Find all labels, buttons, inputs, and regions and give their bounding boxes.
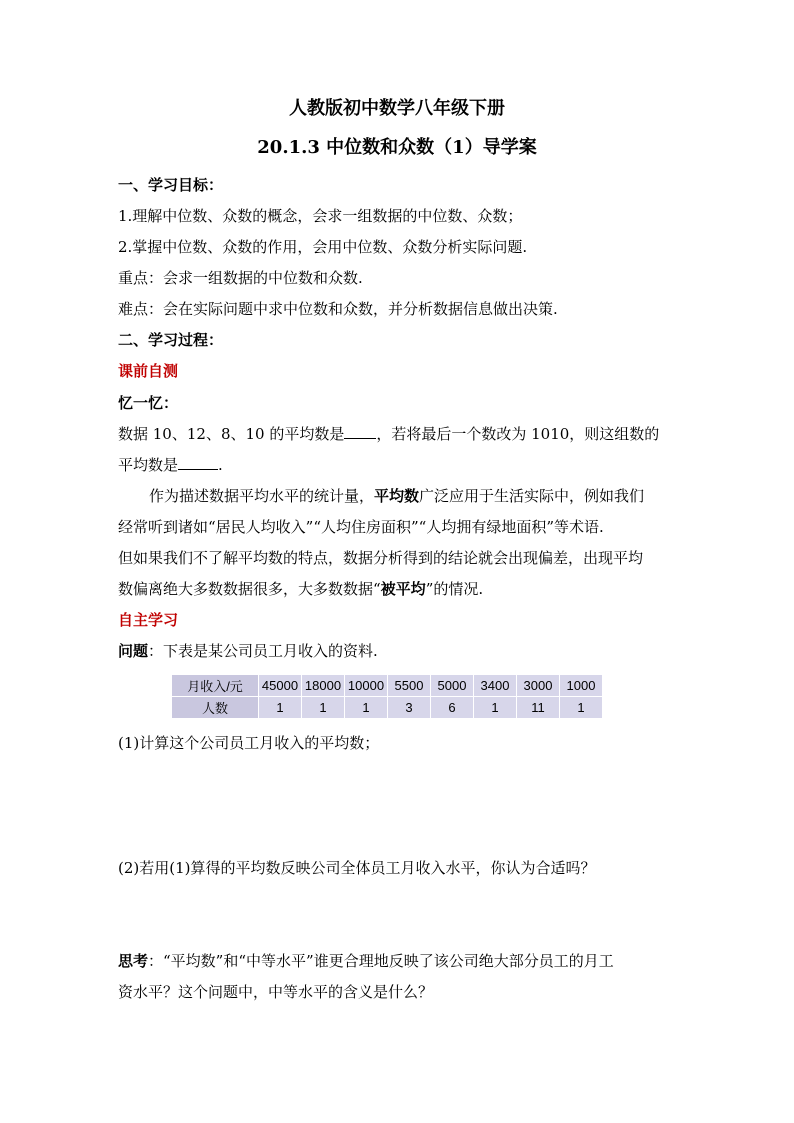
paragraph-line-1: [149, 486, 644, 506]
sub-question-2: (2)若用(1)算得的平均数反映公司全体员工月收入水平，你认为合适吗？: [118, 859, 596, 877]
goal-2: 2.掌握中位数、众数的作用，会用中位数、众数分析实际问题.: [118, 238, 528, 256]
problem-label: 问题: [118, 642, 149, 660]
table-cell: 1: [560, 697, 603, 719]
doc-subtitle: 20.1.3 中位数和众数（1）导学案: [257, 137, 537, 158]
problem-line: [118, 641, 378, 661]
question-text-a: 数据 10、12、8、10 的平均数是: [118, 425, 345, 443]
section-goals-heading: 一、学习目标：: [118, 176, 224, 194]
paragraph-text: ”的情况.: [425, 580, 484, 598]
table-row-count: [172, 697, 603, 719]
paragraph-line-2: 经常听到诸如“居民人均收入”“人均住房面积”“人均拥有绿地面积”等术语.: [118, 518, 604, 536]
table-cell: 1: [259, 697, 302, 719]
table-row-income: [172, 675, 603, 697]
table-cell: 3: [388, 697, 431, 719]
question-text-b: ，若将最后一个数改为 1010，则这组数的: [376, 425, 660, 443]
paragraph-emphasis: 平均数: [374, 487, 420, 505]
paragraph-emphasis: 被平均: [380, 580, 426, 598]
doc-title: 人教版初中数学八年级下册: [289, 98, 505, 119]
pre-test-heading: 课前自测: [118, 362, 179, 380]
sub-question-1: (1)计算这个公司员工月收入的平均数；: [118, 734, 380, 752]
think-label: 思考: [118, 952, 149, 970]
table-cell: 11: [517, 697, 560, 719]
think-line-2: 资水平？这个问题中，中等水平的含义是什么？: [118, 983, 434, 1001]
question-line-2: [118, 455, 223, 475]
table-cell: 1: [474, 697, 517, 719]
table-cell: 45000: [259, 675, 302, 697]
section-process-heading: 二、学习过程：: [118, 331, 224, 349]
table-header-income: 月收入/元: [172, 675, 259, 697]
table-cell: 10000: [345, 675, 388, 697]
table-cell: 1000: [560, 675, 603, 697]
table-cell: 5500: [388, 675, 431, 697]
table-cell: 1: [302, 697, 345, 719]
table-header-count: 人数: [172, 697, 259, 719]
table-cell: 3000: [517, 675, 560, 697]
question-text-d: .: [218, 456, 223, 474]
table-cell: 6: [431, 697, 474, 719]
problem-text: ：下表是某公司员工月收入的资料.: [148, 642, 378, 660]
table-cell: 18000: [302, 675, 345, 697]
think-line-1: [118, 951, 614, 971]
income-table: [171, 674, 603, 719]
self-study-heading: 自主学习: [118, 611, 179, 629]
question-text-c: 平均数是: [118, 456, 179, 474]
paragraph-line-3: 但如果我们不了解平均数的特点，数据分析得到的结论就会出现偏差，出现平均: [118, 549, 644, 567]
table-cell: 3400: [474, 675, 517, 697]
table-cell: 5000: [431, 675, 474, 697]
table-cell: 1: [345, 697, 388, 719]
goal-1: 1.理解中位数、众数的概念，会求一组数据的中位数、众数；: [118, 207, 523, 225]
key-point: 重点：会求一组数据的中位数和众数.: [118, 269, 363, 287]
question-line-1: [118, 424, 659, 444]
think-text: ：“平均数”和“中等水平”谁更合理地反映了该公司绝大部分员工的月工: [148, 952, 614, 970]
answer-blank-1[interactable]: [344, 424, 376, 439]
paragraph-text: 广泛应用于生活实际中，例如我们: [419, 487, 645, 505]
paragraph-text: 数偏离绝大多数数据很多，大多数数据“: [118, 580, 381, 598]
recall-heading: 忆一忆：: [118, 394, 179, 412]
paragraph-line-4: [118, 579, 483, 599]
paragraph-text: 作为描述数据平均水平的统计量，: [149, 487, 375, 505]
answer-blank-2[interactable]: [178, 455, 218, 470]
difficulty-point: 难点：会在实际问题中求中位数和众数，并分析数据信息做出决策.: [118, 300, 558, 318]
